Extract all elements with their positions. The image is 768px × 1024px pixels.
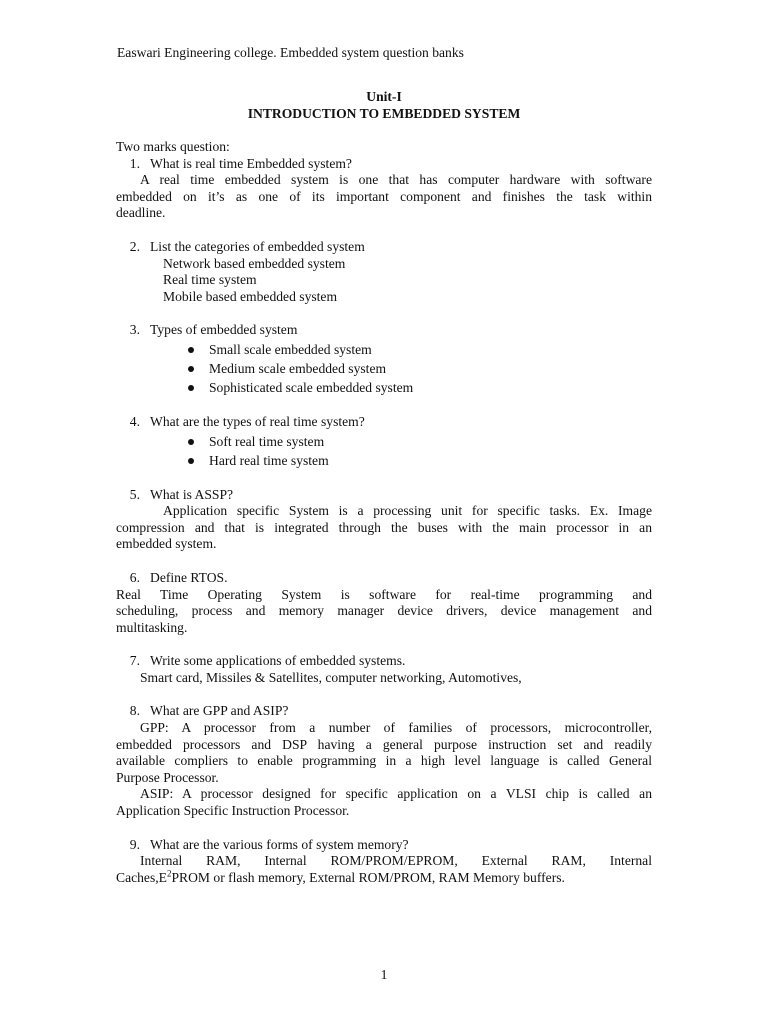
- question-number: 7.: [129, 653, 140, 669]
- question-text: What are the various forms of system memory?: [150, 836, 409, 852]
- question-5: [116, 487, 652, 504]
- list-item: Network based embedded system: [163, 255, 346, 271]
- page-number: 1: [380, 967, 388, 982]
- question-text: Types of embedded system: [150, 322, 298, 338]
- answer-5: [116, 503, 652, 553]
- title-block: [116, 88, 652, 122]
- question-7: [116, 653, 652, 670]
- bullet-icon: [188, 347, 194, 353]
- list-item: Small scale embedded system: [116, 340, 652, 359]
- list-item: Soft real time system: [116, 432, 652, 451]
- question-4: [116, 414, 652, 431]
- question-8: [116, 703, 652, 720]
- question-1: [116, 156, 652, 173]
- answer-line: A real time embedded system is one that has computer hardware with software: [140, 172, 652, 188]
- bullet-icon: [188, 439, 194, 445]
- answer-line: ASIP: A processor designed for specific application on a VLSI chip is called an: [140, 786, 652, 802]
- bullet-icon: [188, 458, 194, 464]
- question-content: [116, 139, 652, 886]
- section-label: Two marks question:: [116, 139, 230, 154]
- superscript: 2: [166, 868, 172, 879]
- answer-8-gpp: [116, 720, 652, 786]
- question-6: [116, 570, 652, 587]
- question-9: [116, 837, 652, 854]
- question-text: What are GPP and ASIP?: [150, 703, 289, 719]
- answer-line: Application Specific Instruction Processor.: [116, 803, 350, 819]
- bullet-list: [116, 340, 652, 397]
- question-number: 1.: [129, 155, 140, 171]
- answer-6: [116, 587, 652, 637]
- question-number: 2.: [129, 238, 140, 254]
- answer-line: Purpose Processor.: [116, 769, 219, 785]
- question-text: Write some applications of embedded systems.: [150, 653, 406, 669]
- answer-line: available compliers to enable programming in a high level language is called General: [116, 753, 652, 769]
- list-item: Real time system: [163, 272, 257, 288]
- question-number: 5.: [129, 486, 140, 502]
- bullet-list: [116, 432, 652, 470]
- answer-line: Smart card, Missiles & Satellites, computer networking, Automotives,: [140, 669, 522, 685]
- bullet-icon: [188, 385, 194, 391]
- answer-line: compression and that is integrated through the buses with the main processor in an: [116, 519, 652, 535]
- answer-9: [116, 853, 652, 886]
- answer-line: $Caches,E^2PROM$ or flash memory, External ROM/PROM, RAM Memory buffers.: [116, 868, 565, 885]
- page-header: Easwari Engineering college. Embedded system question banks: [117, 45, 464, 60]
- question-text: What is real time Embedded system?: [150, 155, 352, 171]
- question-number: 9.: [129, 836, 140, 852]
- list-item: Hard real time system: [116, 451, 652, 470]
- list-item: Medium scale embedded system: [116, 359, 652, 378]
- answer-8-asip: [116, 786, 652, 819]
- question-text: What is ASSP?: [150, 486, 234, 502]
- question-text: List the categories of embedded system: [150, 238, 365, 254]
- chapter-title: INTRODUCTION TO EMBEDDED SYSTEM: [247, 106, 521, 121]
- question-number: 6.: [129, 569, 140, 585]
- answer-line: GPP: A processor from a number of families of processors, microcontroller,: [140, 720, 652, 736]
- answer-line: embedded system.: [116, 536, 217, 552]
- answer-line: embedded processors and DSP having a general purpose instruction set and readily: [116, 736, 652, 752]
- answer-line: scheduling, process and memory manager device drivers, device management and: [116, 603, 652, 619]
- answer-line: multitasking.: [116, 619, 188, 635]
- answer-line: Internal RAM, Internal ROM/PROM/EPROM, External RAM, Internal: [140, 853, 652, 869]
- bullet-icon: [188, 366, 194, 372]
- answer-1: [116, 172, 652, 222]
- answer-line: Application specific System is a processing unit for specific tasks. Ex. Image: [163, 503, 652, 519]
- question-2: [116, 239, 652, 256]
- answer-line: embedded on it’s as one of its important component and finishes the task within: [116, 188, 652, 204]
- question-number: 3.: [129, 322, 140, 338]
- question-text: Define RTOS.: [150, 569, 228, 585]
- question-number: 4.: [129, 413, 140, 429]
- question-3: [116, 322, 652, 339]
- question-text: What are the types of real time system?: [150, 413, 365, 429]
- list-item: Mobile based embedded system: [163, 288, 338, 304]
- answer-line: deadline.: [116, 205, 166, 221]
- question-number: 8.: [129, 703, 140, 719]
- list-item: Sophisticated scale embedded system: [116, 378, 652, 397]
- unit-heading: Unit-I: [366, 89, 402, 104]
- answer-line: Real Time Operating System is software for real-time programming and: [116, 586, 652, 602]
